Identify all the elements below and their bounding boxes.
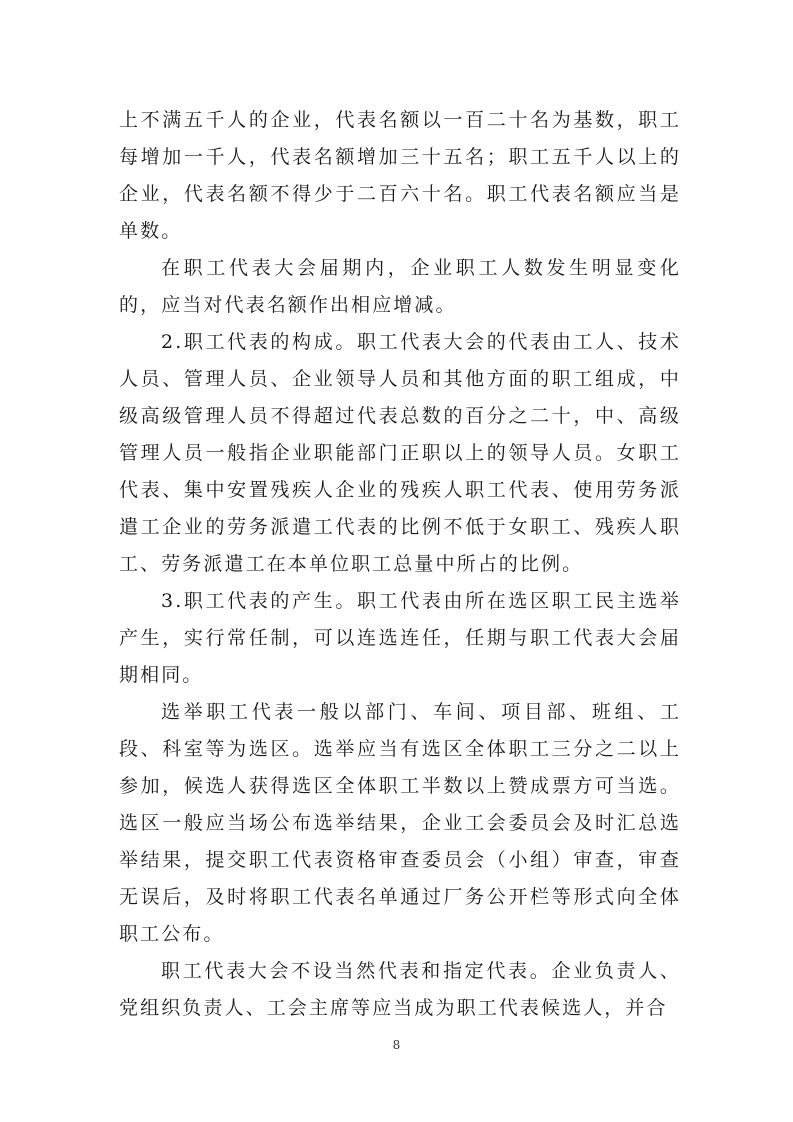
document-body [119,102,681,1027]
paragraph-quota-adjustment: 在职工代表大会届期内，企业职工人数发生明显变化的，应当对代表名额作出相应增减。 [119,257,681,316]
paragraph-election-districts: 选举职工代表一般以部门、车间、项目部、班组、工段、科室等为选区。选举应当有选区全体职工三分之二以上参加，候选人获得选区全体职工半数以上赞成票方可当选。选区一般应当场公布选举结果，企业工会委员会及时汇总选举结果，提交职工代表资格审查委员会（小组）审查，审查无误后，及时将职工代表名单通过厂务公开栏等形式向全体职工公布。 [119,701,681,945]
paragraph-representative-election: 3.职工代表的产生。职工代表由所在选区职工民主选举产生，实行常任制，可以连选连任，任期与职工代表大会届期相同。 [119,590,681,686]
page-number: 8 [392,1038,401,1052]
paragraph-no-designated-representatives: 职工代表大会不设当然代表和指定代表。企业负责人、党组织负责人、工会主席等应当成为职工代表候选人，并合 [119,960,681,1019]
paragraph-representative-quota-continued: 上不满五千人的企业，代表名额以一百二十名为基数，职工每增加一千人，代表名额增加三十五名；职工五千人以上的企业，代表名额不得少于二百六十名。职工代表名额应当是单数。 [119,109,681,242]
paragraph-representative-composition: 2.职工代表的构成。职工代表大会的代表由工人、技术人员、管理人员、企业领导人员和其他方面的职工组成，中级高级管理人员不得超过代表总数的百分之二十，中、高级管理人员一般指企业职能部门正职以上的领导人员。女职工代表、集中安置残疾人企业的残疾人职工代表、使用劳务派遣工企业的劳务派遣工代表的比例不低于女职工、残疾人职工、劳务派遣工在本单位职工总量中所占的比例。 [119,331,681,575]
